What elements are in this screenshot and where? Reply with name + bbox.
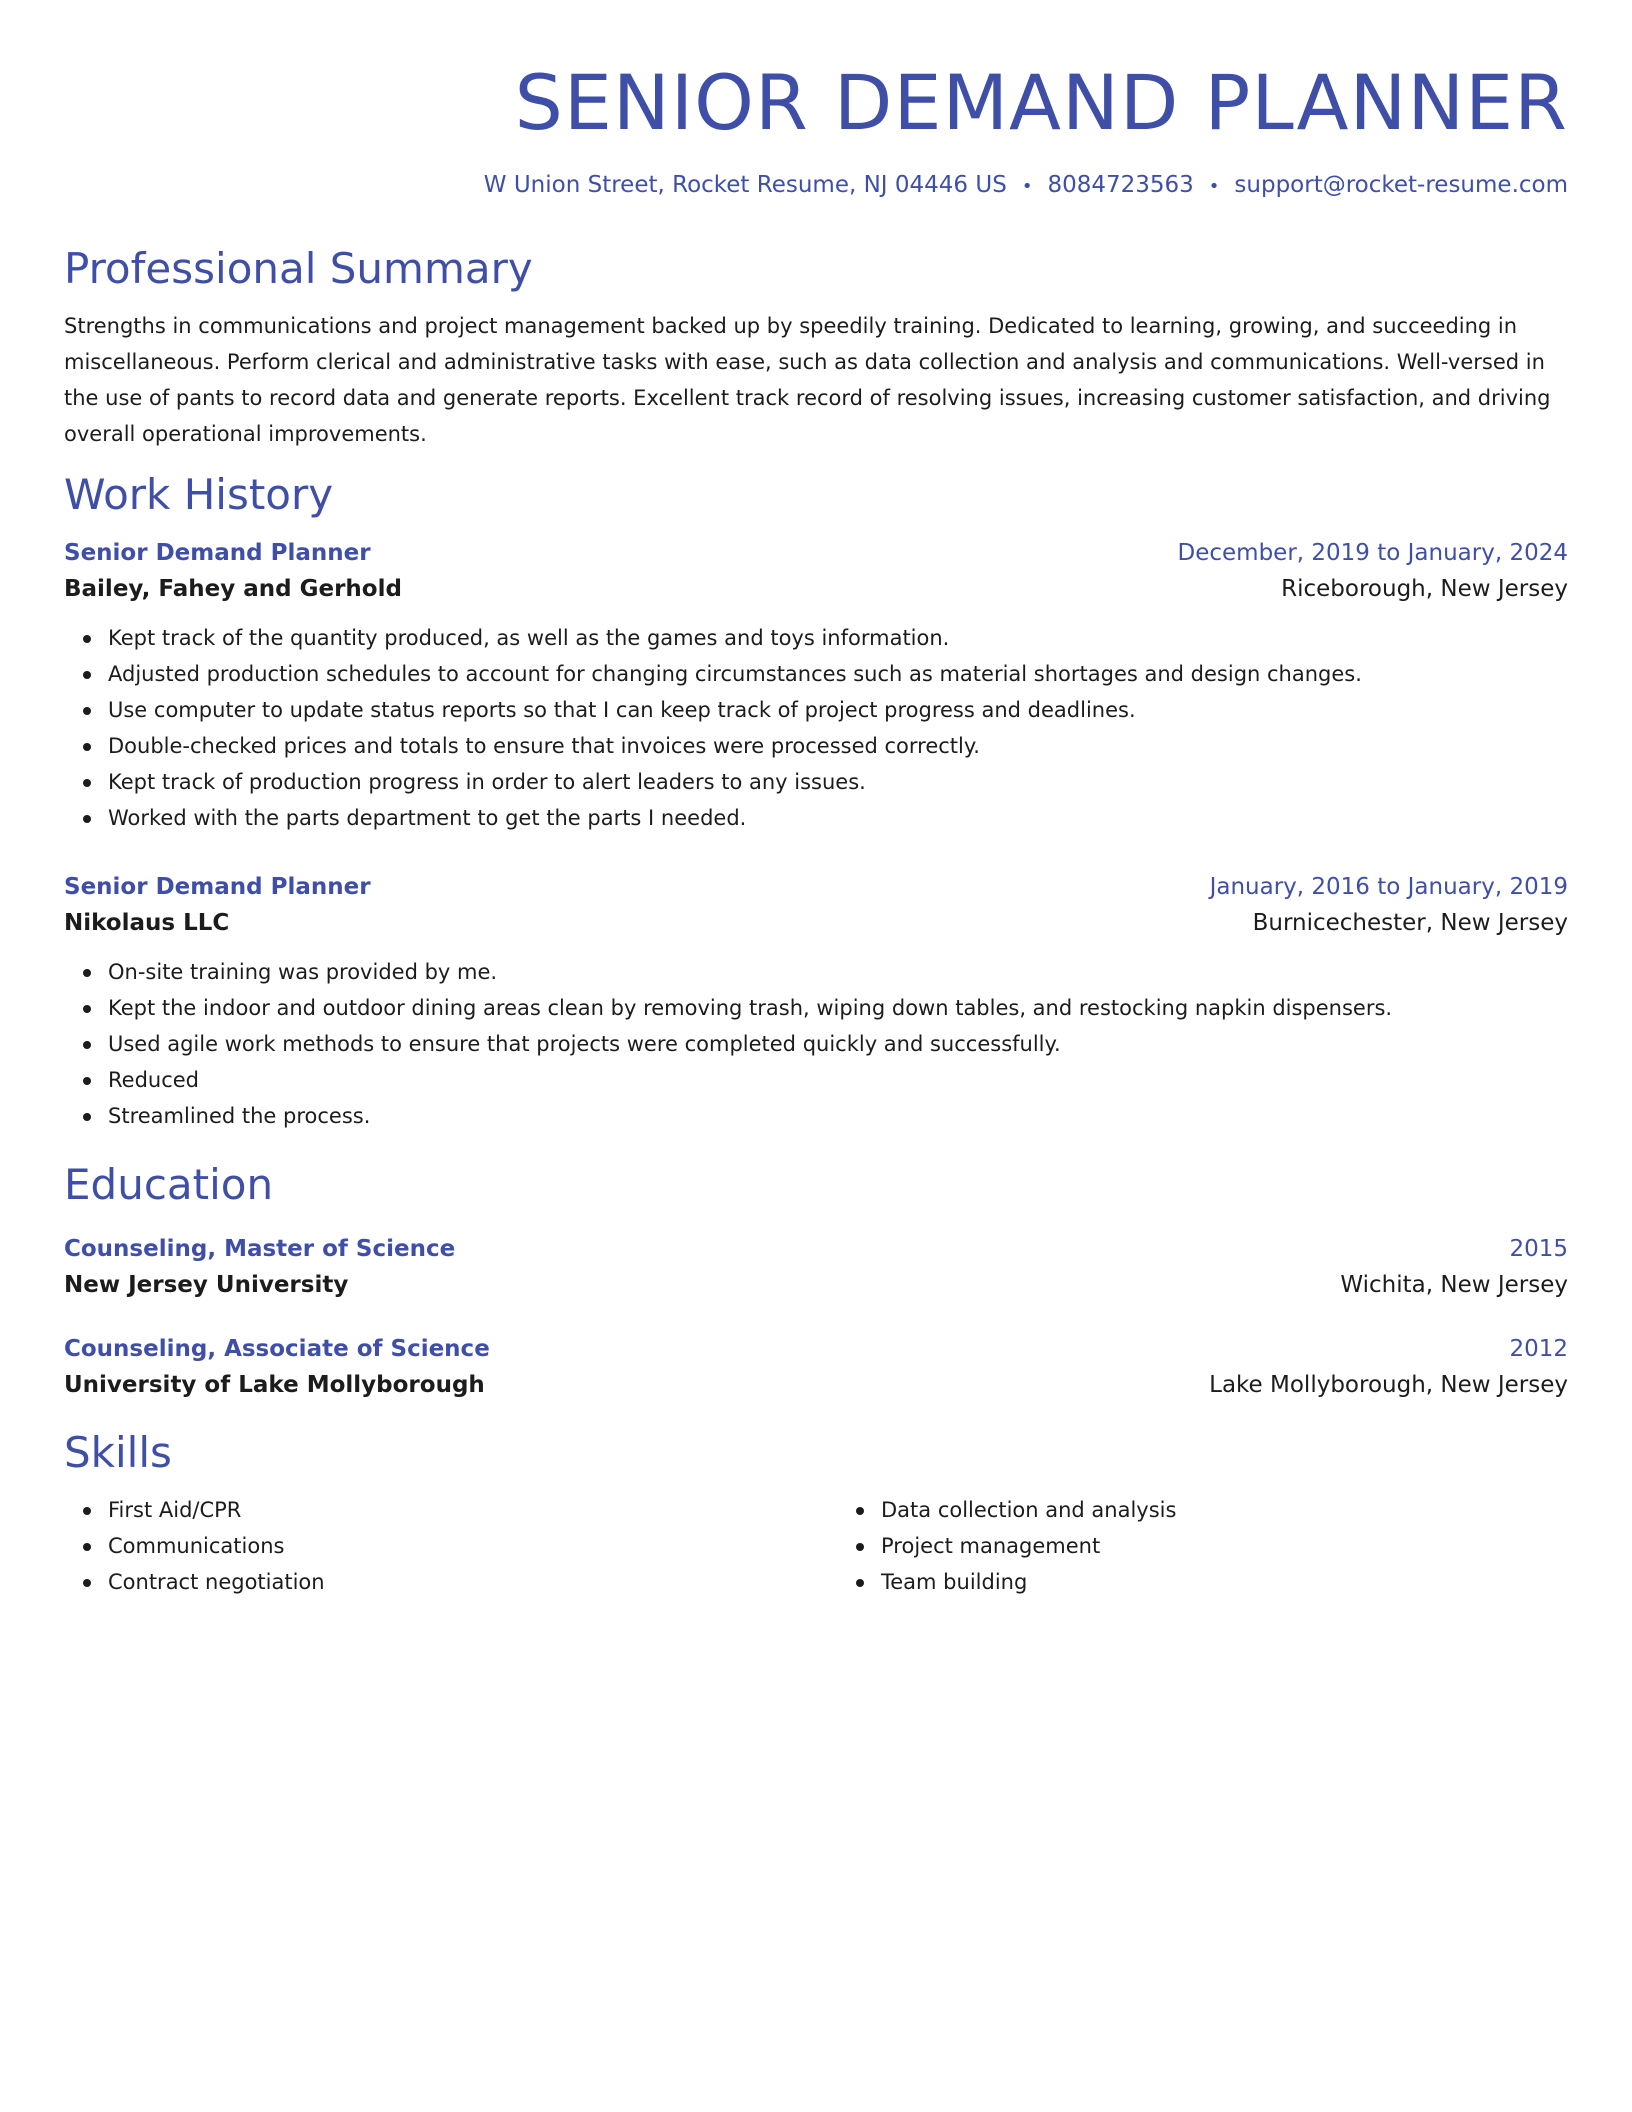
graduation-year: 2012 <box>1509 1336 1568 1362</box>
education-section-title: Education <box>64 1160 274 1209</box>
job-bullet: Kept track of the quantity produced, as well as the games and toys information. <box>108 620 1568 656</box>
job-bullet: Streamlined the process. <box>108 1098 1568 1134</box>
school-location: Wichita, New Jersey <box>1340 1272 1568 1298</box>
work-history-section-title: Work History <box>64 470 334 519</box>
job-title: Senior Demand Planner <box>64 874 371 900</box>
contact-separator: • <box>1021 176 1033 197</box>
job-bullet: Double-checked prices and totals to ensure that invoices were processed correctly. <box>108 728 1568 764</box>
work-entry-subheader <box>64 904 1568 942</box>
education-entry-subheader <box>64 1266 1568 1304</box>
job-bullet: Adjusted production schedules to account for changing circumstances such as material shortages and design changes. <box>108 656 1568 692</box>
job-bullet: Kept track of production progress in order to alert leaders to any issues. <box>108 764 1568 800</box>
contact-line <box>64 170 1568 202</box>
work-entry <box>64 870 1568 1134</box>
company-name: Nikolaus LLC <box>64 910 230 936</box>
job-bullet-list <box>64 620 1568 836</box>
work-entry-header <box>64 870 1568 904</box>
job-bullet: Used agile work methods to ensure that projects were completed quickly and successfully. <box>108 1026 1568 1062</box>
job-location: Burnicechester, New Jersey <box>1252 910 1568 936</box>
school-location: Lake Mollyborough, New Jersey <box>1209 1372 1568 1398</box>
job-bullet-list <box>64 954 1568 1134</box>
skill-item: First Aid/CPR <box>108 1492 795 1528</box>
summary-section-title: Professional Summary <box>64 244 533 293</box>
skill-item: Team building <box>881 1564 1568 1600</box>
school-name: New Jersey University <box>64 1272 349 1298</box>
degree-name: Counseling, Master of Science <box>64 1236 456 1262</box>
skills-grid <box>64 1492 1568 1600</box>
job-bullet: Use computer to update status reports so that I can keep track of project progress and deadlines. <box>108 692 1568 728</box>
contact-separator: • <box>1208 176 1220 197</box>
resume-page <box>64 0 1568 1600</box>
resume-name-heading: SENIOR DEMAND PLANNER <box>514 58 1568 147</box>
skill-item: Data collection and analysis <box>881 1492 1568 1528</box>
job-location: Riceborough, New Jersey <box>1281 576 1568 602</box>
job-title: Senior Demand Planner <box>64 540 371 566</box>
contact-email: support@rocket-resume.com <box>1234 172 1568 198</box>
job-dates: January, 2016 to January, 2019 <box>1209 874 1568 900</box>
work-entry-subheader <box>64 570 1568 608</box>
contact-address: W Union Street, Rocket Resume, NJ 04446 US <box>483 172 1007 198</box>
education-entry-header <box>64 1332 1568 1366</box>
work-entry-header <box>64 536 1568 570</box>
education-entry <box>64 1332 1568 1404</box>
education-entry-subheader <box>64 1366 1568 1404</box>
contact-phone: 8084723563 <box>1047 172 1194 198</box>
education-entry <box>64 1232 1568 1304</box>
school-name: University of Lake Mollyborough <box>64 1372 485 1398</box>
job-bullet: On-site training was provided by me. <box>108 954 1568 990</box>
skills-list-right <box>795 1492 1568 1600</box>
graduation-year: 2015 <box>1509 1236 1568 1262</box>
degree-name: Counseling, Associate of Science <box>64 1336 490 1362</box>
education-entry-header <box>64 1232 1568 1266</box>
skill-item: Communications <box>108 1528 795 1564</box>
skills-list-left <box>64 1492 795 1600</box>
skills-section-title: Skills <box>64 1428 172 1477</box>
summary-text: Strengths in communications and project management backed up by speedily training. Dedicated to learning, growing, and succeeding in miscellaneous. Perform clerical and administrative tasks with ease, such as data collection and analysis and communications. Well-versed in the use of pants to record data and generate reports. Excellent track record of resolving issues, increasing customer satisfaction, and driving overall operational improvements. <box>64 314 1551 446</box>
job-dates: December, 2019 to January, 2024 <box>1177 540 1568 566</box>
job-bullet: Reduced <box>108 1062 1568 1098</box>
skill-item: Contract negotiation <box>108 1564 795 1600</box>
job-bullet: Worked with the parts department to get the parts I needed. <box>108 800 1568 836</box>
company-name: Bailey, Fahey and Gerhold <box>64 576 402 602</box>
job-bullet: Kept the indoor and outdoor dining areas clean by removing trash, wiping down tables, and restocking napkin dispensers. <box>108 990 1568 1026</box>
work-entry <box>64 536 1568 836</box>
skill-item: Project management <box>881 1528 1568 1564</box>
